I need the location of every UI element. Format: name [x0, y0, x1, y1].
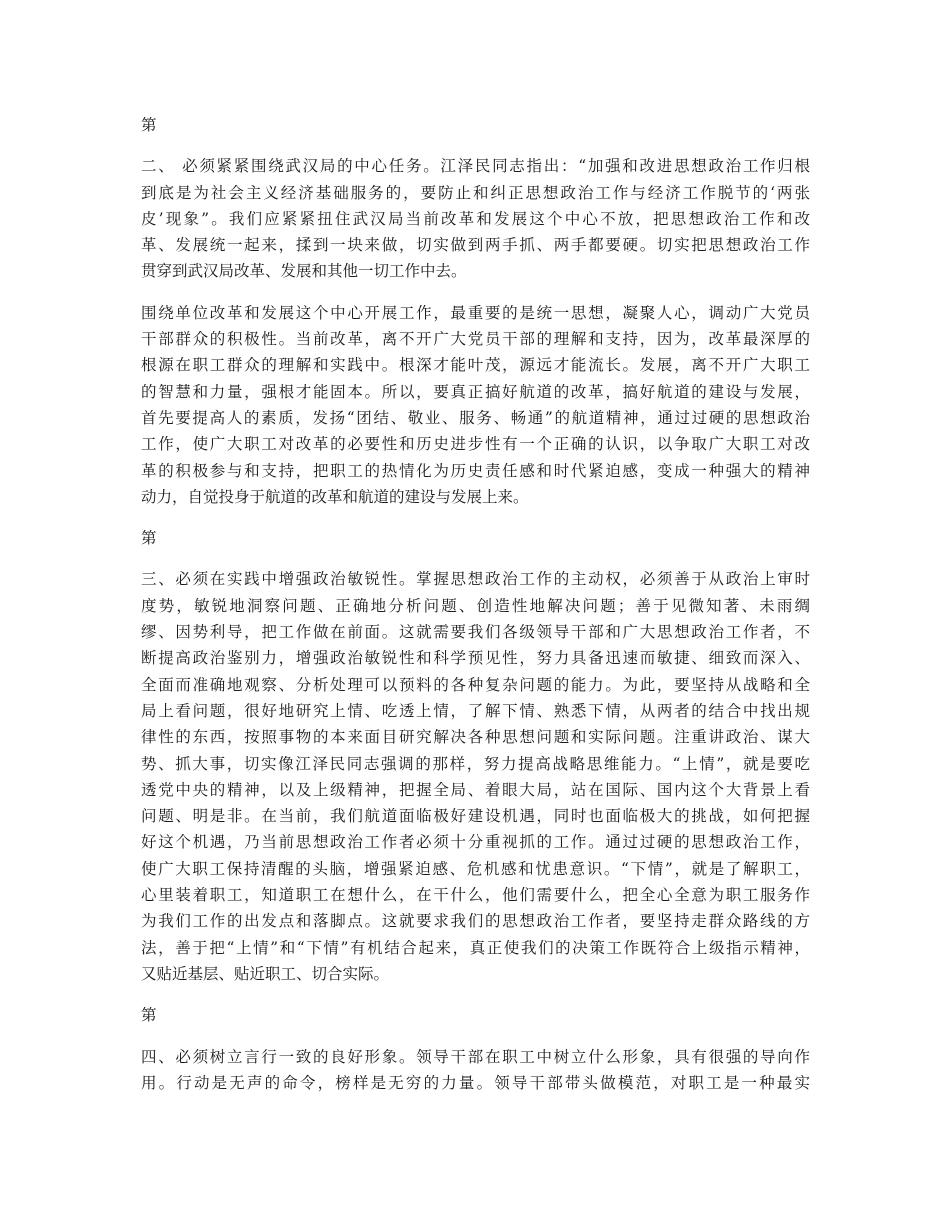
text-line: 革、发展统一起来，揉到一块来做，切实做到两手抓、两手都要硬。切实把思想政治工作 — [141, 236, 810, 255]
text-line: 势、抓大事，切实像江泽民同志强调的那样，努力提高战略思维能力。“上情”，就是要吃 — [141, 754, 810, 773]
text-line: 首先要提高人的素质，发扬“团结、敬业、服务、畅通”的航道精神，通过过硬的思想政治 — [141, 408, 810, 427]
text-line: 工作，使广大职工对改革的必要性和历史进步性有一个正确的认识，以争取广大职工对改 — [141, 435, 810, 454]
paragraph-reform-center — [141, 300, 810, 510]
text-line: 根源在职工群众的理解和实践中。根深才能叶茂，源远才能流长。发展，离不开广大职工 — [141, 356, 810, 375]
text-line: 律性的东西，按照事物的本来面目研究解决各种思想问题和实际问题。注重讲政治、谋大 — [141, 728, 810, 747]
text-line: 使广大职工保持清醒的头脑，增强紧迫感、危机感和忧患意识。“下情”，就是了解职工， — [141, 859, 810, 878]
text-line: 三、必须在实践中增强政治敏锐性。掌握思想政治工作的主动权，必须善于从政治上审时 — [141, 570, 810, 589]
section-marker: 第 — [141, 116, 157, 134]
text-line: 四、必须树立言行一致的良好形象。领导干部在职工中树立什么形象，具有很强的导向作 — [141, 1047, 810, 1066]
text-line: 局上看问题，很好地研究上情、吃透上情，了解下情、熟悉下情，从两者的结合中找出规 — [141, 701, 810, 720]
text-line: 干部群众的积极性。当前改革，离不开广大党员干部的理解和支持，因为，改革最深厚的 — [141, 330, 810, 349]
text-line: 问题、明是非。在当前，我们航道面临极好建设机遇，同时也面临极大的挑战，如何把握 — [141, 807, 810, 826]
text-line: 法，善于把“上情”和“下情”有机结合起来，真正使我们的决策工作既符合上级指示精神， — [141, 938, 810, 957]
section-marker: 第 — [141, 529, 157, 548]
text-line: 贯穿到武汉局改革、发展和其他一切工作中去。 — [141, 262, 467, 281]
document-page — [141, 112, 810, 1111]
paragraph-section-four — [141, 1044, 810, 1097]
text-line: 为我们工作的出发点和落脚点。这就要求我们的思想政治工作者，要坚持走群众路线的方 — [141, 912, 810, 931]
text-line: 又贴近基层、贴近职工、切合实际。 — [141, 964, 390, 983]
text-line: 动力，自觉投身于航道的改革和航道的建设与发展上来。 — [141, 487, 529, 506]
text-line: 用。行动是无声的命令，榜样是无穷的力量。领导干部带头做模范，对职工是一种最实 — [141, 1073, 810, 1092]
text-line: 透党中央的精神，以及上级精神，把握全局、着眼大局，站在国际、国内这个大背景上看 — [141, 780, 810, 799]
text-line: 好这个机遇，乃当前思想政治工作者必须十分重视抓的工作。通过过硬的思想政治工作， — [141, 833, 810, 852]
text-line: 的智慧和力量，强根才能固本。所以，要真正搞好航道的改革，搞好航道的建设与发展， — [141, 382, 810, 401]
paragraph-section-two — [141, 153, 810, 284]
section-marker: 第 — [141, 1006, 157, 1025]
text-line: 断提高政治鉴别力，增强政治敏锐性和科学预见性，努力具备迅速而敏捷、细致而深入、 — [141, 649, 810, 668]
text-line: 到底是为社会主义经济基础服务的，要防止和纠正思想政治工作与经济工作脱节的‘两张 — [141, 183, 810, 202]
text-line: 缪、因势利导，把工作做在前面。这就需要我们各级领导干部和广大思想政治工作者，不 — [141, 623, 810, 642]
text-line: 二、 必须紧紧围绕武汉局的中心任务。江泽民同志指出：“加强和改进思想政治工作归根 — [141, 157, 810, 176]
text-line: 心里装着职工，知道职工在想什么，在干什么，他们需要什么，把全心全意为职工服务作 — [141, 886, 810, 905]
text-line: 度势，敏锐地洞察问题、正确地分析问题、创造性地解决问题；善于见微知著、未雨绸 — [141, 596, 810, 615]
paragraph-section-three — [141, 566, 810, 987]
text-line: 革的积极参与和支持，把职工的热情化为历史责任感和时代紧迫感，变成一种强大的精神 — [141, 461, 810, 480]
text-line: 围绕单位改革和发展这个中心开展工作，最重要的是统一思想，凝聚人心，调动广大党员 — [141, 303, 810, 322]
text-line: 全面而准确地观察、分析处理可以预料的各种复杂问题的能力。为此，要坚持从战略和全 — [141, 675, 810, 694]
text-line: 皮’现象”。我们应紧紧扭住武汉局当前改革和发展这个中心不放，把思想政治工作和改 — [141, 209, 810, 228]
